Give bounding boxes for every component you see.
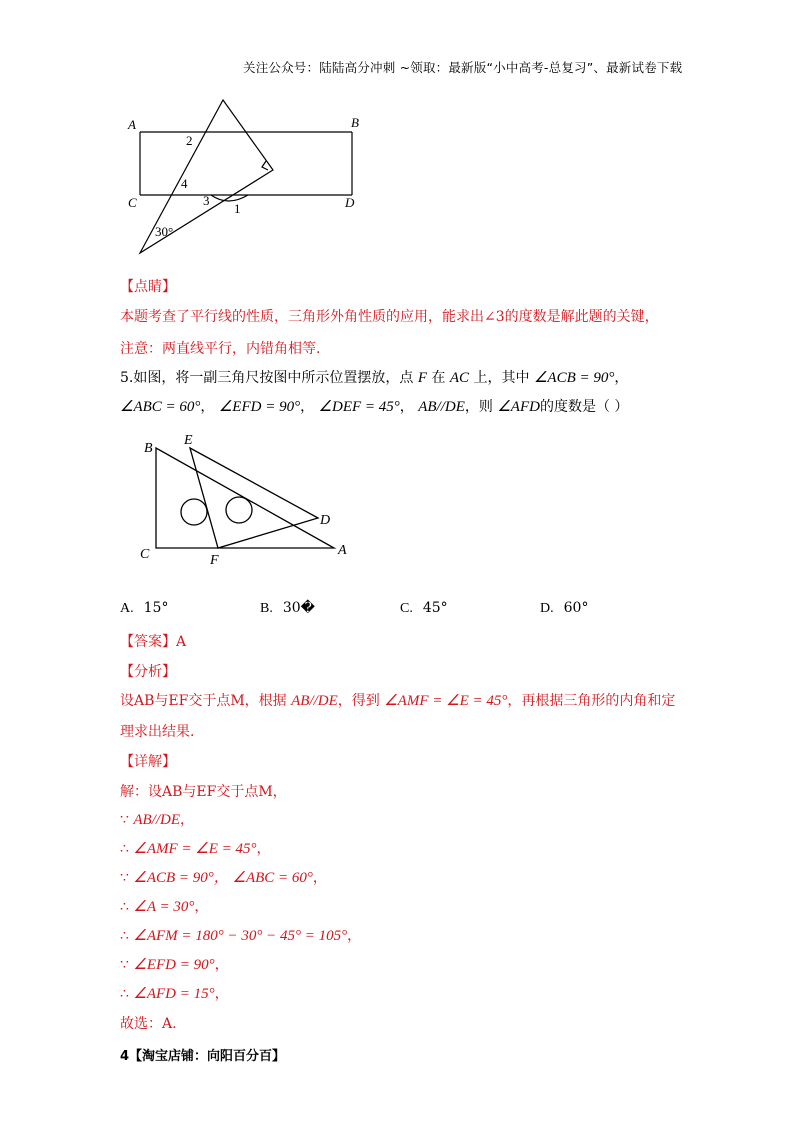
- step-tail: ，: [256, 841, 271, 857]
- detail-title: 【详解】: [120, 754, 176, 770]
- q5-angle-afd: ∠AFD: [497, 399, 540, 415]
- q5-point-f: F: [417, 370, 427, 386]
- step-math: ∠AFM = 180° − 30° − 45° = 105°: [133, 928, 348, 944]
- ruler-hole-left: [181, 499, 207, 525]
- angle1-arc: [211, 195, 248, 201]
- dianjing-title: 【点睛】: [120, 279, 176, 295]
- dianjing-line1: 本题考查了平行线的性质，三角形外角性质的应用，能求出∠3的度数是解此题的关键，: [120, 309, 659, 325]
- analysis-text-b: ，得到: [337, 693, 380, 709]
- step-symbol: ∵: [120, 957, 129, 973]
- q5-angle-abc: ∠ABC = 60°: [120, 399, 201, 415]
- detail-step-3: [120, 866, 327, 887]
- label-b: B: [351, 115, 359, 130]
- question5-line1: [120, 367, 628, 387]
- detail-step-5: [120, 925, 361, 945]
- detail-line1: 解：设AB与EF交于点M，: [120, 784, 287, 800]
- triangle-efd: [190, 448, 318, 548]
- q5-sep3: ，: [399, 399, 414, 415]
- question5-line2: [120, 396, 628, 416]
- figure-triangle-rulers: [138, 430, 368, 570]
- step-symbol: ∵: [120, 812, 129, 828]
- option-c: [400, 600, 448, 617]
- q5-text-b: 在: [431, 370, 446, 386]
- q5-text-d: ，: [614, 370, 629, 386]
- label-30-degrees: 30°: [155, 224, 174, 239]
- option-a: [120, 600, 168, 617]
- q5-text-a: 5.如图，将一副三角尺按图中所示位置摆放，点: [120, 370, 414, 386]
- option-a-value: 15°: [143, 600, 169, 616]
- page-header: 关注公众号：陆陆高分冲刺 ~领取：最新版“小中高考-总复习”、最新试卷下载: [243, 60, 683, 75]
- detail-step-2: [120, 838, 271, 858]
- label-angle-1: 1: [234, 201, 241, 216]
- detail-step-4: [120, 896, 208, 916]
- step-tail: ，: [312, 870, 327, 886]
- q5-sep2: ，: [300, 399, 315, 415]
- option-d-value: 60°: [563, 600, 589, 616]
- detail-conclusion: 故选：A.: [120, 1016, 177, 1032]
- step-symbol: ∴: [120, 841, 129, 857]
- label-d: D: [345, 195, 355, 210]
- q5-angle-def: ∠DEF = 45°: [318, 399, 400, 415]
- answer: 【答案】A: [120, 634, 187, 650]
- page-footer: 4【淘宝店铺：向阳百分百】: [120, 1049, 286, 1064]
- option-b: [260, 600, 315, 617]
- step-math: ∠AMF = ∠E = 45°: [133, 841, 257, 857]
- step-math: ∠A = 30°: [133, 899, 195, 915]
- label-f: F: [210, 553, 219, 568]
- analysis-text-c: ，再根据三角形的内角和定: [507, 693, 676, 709]
- dianjing-line2: 注意：两直线平行，内错角相等.: [120, 341, 321, 357]
- step-symbol: ∴: [120, 928, 129, 944]
- step-tail: ，: [180, 812, 195, 828]
- q5-parallel: AB//DE: [418, 399, 465, 415]
- option-b-letter: B.: [260, 601, 273, 616]
- step-tail: ，: [214, 957, 229, 973]
- analysis-title: 【分析】: [120, 664, 176, 680]
- label-angle-2: 2: [186, 133, 193, 148]
- detail-step-7: [120, 983, 229, 1003]
- step-math: AB//DE: [133, 812, 181, 828]
- label-b: B: [144, 441, 153, 456]
- ruler-hole-right: [226, 497, 252, 523]
- option-c-letter: C.: [400, 601, 413, 616]
- analysis-text-a: 设AB与EF交于点M，根据: [120, 693, 287, 709]
- q5-sep1: ，: [200, 399, 215, 415]
- q5-angle-acb: ∠ACB = 90°: [533, 370, 615, 386]
- analysis-line2: 理求出结果.: [120, 724, 195, 740]
- analysis-parallel: AB//DE: [291, 693, 338, 709]
- step-symbol: ∴: [120, 986, 129, 1002]
- analysis-line1: [120, 690, 675, 710]
- q5-angle-efd: ∠EFD = 90°: [218, 399, 301, 415]
- step-symbol: ∴: [120, 899, 129, 915]
- option-b-value: 30�: [282, 600, 316, 616]
- option-d: [540, 600, 588, 617]
- option-a-letter: A.: [120, 601, 134, 616]
- option-d-letter: D.: [540, 601, 554, 616]
- step-tail: ，: [194, 899, 209, 915]
- step-tail: ，: [347, 928, 362, 944]
- label-angle-4: 4: [181, 176, 188, 191]
- step-math: ∠EFD = 90°: [133, 957, 215, 973]
- label-e: E: [184, 433, 193, 448]
- label-c: C: [128, 195, 137, 210]
- label-angle-3: 3: [203, 193, 210, 208]
- q5-segment-ac: AC: [449, 370, 470, 386]
- label-a: A: [128, 117, 136, 132]
- detail-step-6: [120, 954, 229, 974]
- step-math: ∠AFD = 15°: [133, 986, 215, 1002]
- step-tail: ，: [214, 986, 229, 1002]
- figure-parallel-lines-triangle: [118, 95, 368, 260]
- detail-step-1: [120, 809, 194, 829]
- option-c-value: 45°: [422, 600, 448, 616]
- label-a: A: [338, 543, 347, 558]
- label-d: D: [320, 513, 331, 528]
- q5-text-c: 上，其中: [473, 370, 530, 386]
- analysis-angle-amf: ∠AMF = ∠E = 45°: [384, 693, 508, 709]
- q5-blank: 的度数是（ ）: [539, 399, 629, 415]
- step-symbol: ∵: [120, 870, 129, 886]
- label-c: C: [140, 547, 150, 562]
- step-math: ∠ACB = 90°， ∠ABC = 60°: [133, 870, 313, 886]
- q5-sep4: ，则: [464, 399, 493, 415]
